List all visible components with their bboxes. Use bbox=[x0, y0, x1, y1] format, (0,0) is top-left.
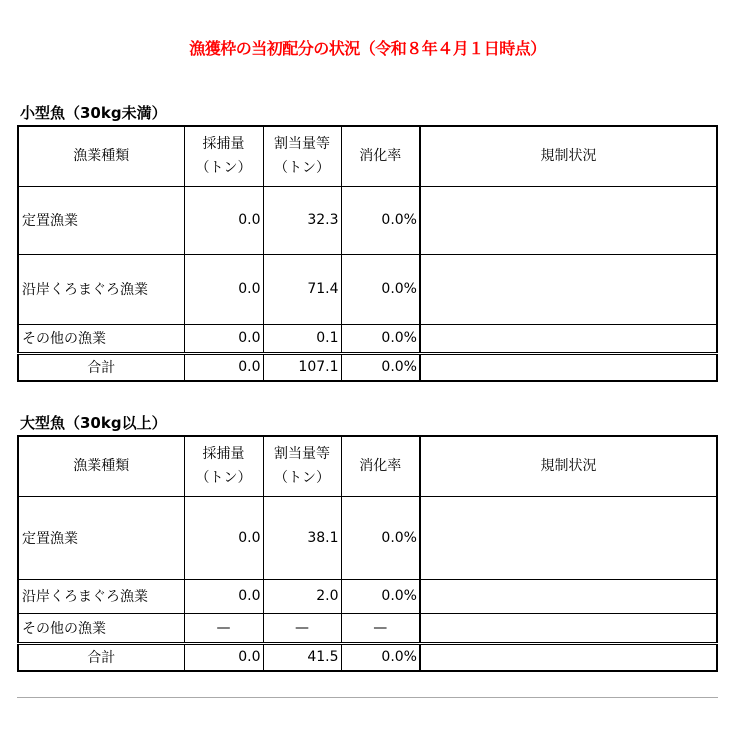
row-rate: — bbox=[341, 613, 420, 643]
small-fish-table bbox=[17, 125, 718, 382]
total-catch: 0.0 bbox=[184, 353, 263, 381]
row-status bbox=[420, 579, 717, 613]
header-status: 規制状況 bbox=[420, 436, 717, 496]
table-row bbox=[18, 579, 717, 613]
row-rate: 0.0% bbox=[341, 496, 420, 579]
total-rate: 0.0% bbox=[341, 643, 420, 671]
row-rate: 0.0% bbox=[341, 324, 420, 353]
row-name: 沿岸くろまぐろ漁業 bbox=[18, 254, 184, 324]
total-alloc: 41.5 bbox=[263, 643, 341, 671]
row-name: その他の漁業 bbox=[18, 613, 184, 643]
row-catch: 0.0 bbox=[184, 496, 263, 579]
row-alloc: 2.0 bbox=[263, 579, 341, 613]
divider bbox=[17, 697, 718, 698]
total-name: 合計 bbox=[18, 353, 184, 381]
row-alloc: 38.1 bbox=[263, 496, 341, 579]
total-catch: 0.0 bbox=[184, 643, 263, 671]
row-alloc: 32.3 bbox=[263, 186, 341, 254]
row-name: 定置漁業 bbox=[18, 186, 184, 254]
table-row bbox=[18, 613, 717, 643]
total-alloc: 107.1 bbox=[263, 353, 341, 381]
table-row bbox=[18, 254, 717, 324]
header-catch: 採捕量 （トン） bbox=[184, 436, 263, 496]
row-name: 定置漁業 bbox=[18, 496, 184, 579]
header-type: 漁業種類 bbox=[18, 126, 184, 186]
row-rate: 0.0% bbox=[341, 186, 420, 254]
total-row bbox=[18, 643, 717, 671]
large-fish-heading: 大型魚（30kg以上） bbox=[20, 414, 167, 432]
table-header-row bbox=[18, 436, 717, 496]
row-alloc: — bbox=[263, 613, 341, 643]
total-status bbox=[420, 353, 717, 381]
total-rate: 0.0% bbox=[341, 353, 420, 381]
table-row bbox=[18, 186, 717, 254]
small-fish-heading: 小型魚（30kg未満） bbox=[20, 104, 167, 122]
row-catch: 0.0 bbox=[184, 186, 263, 254]
header-type: 漁業種類 bbox=[18, 436, 184, 496]
row-status bbox=[420, 254, 717, 324]
header-rate: 消化率 bbox=[341, 436, 420, 496]
table-header-row bbox=[18, 126, 717, 186]
header-alloc: 割当量等 （トン） bbox=[263, 436, 341, 496]
total-row bbox=[18, 353, 717, 381]
header-catch: 採捕量 （トン） bbox=[184, 126, 263, 186]
table-row bbox=[18, 496, 717, 579]
total-name: 合計 bbox=[18, 643, 184, 671]
table-row bbox=[18, 324, 717, 353]
total-status bbox=[420, 643, 717, 671]
row-status bbox=[420, 496, 717, 579]
row-catch: — bbox=[184, 613, 263, 643]
row-status bbox=[420, 613, 717, 643]
header-status: 規制状況 bbox=[420, 126, 717, 186]
row-rate: 0.0% bbox=[341, 254, 420, 324]
row-catch: 0.0 bbox=[184, 254, 263, 324]
large-fish-table bbox=[17, 435, 718, 672]
row-alloc: 0.1 bbox=[263, 324, 341, 353]
header-alloc: 割当量等 （トン） bbox=[263, 126, 341, 186]
row-name: その他の漁業 bbox=[18, 324, 184, 353]
row-catch: 0.0 bbox=[184, 579, 263, 613]
header-rate: 消化率 bbox=[341, 126, 420, 186]
row-status bbox=[420, 186, 717, 254]
row-rate: 0.0% bbox=[341, 579, 420, 613]
row-alloc: 71.4 bbox=[263, 254, 341, 324]
page-title: 漁獲枠の当初配分の状況（令和８年４月１日時点） bbox=[189, 39, 546, 58]
row-status bbox=[420, 324, 717, 353]
row-name: 沿岸くろまぐろ漁業 bbox=[18, 579, 184, 613]
row-catch: 0.0 bbox=[184, 324, 263, 353]
